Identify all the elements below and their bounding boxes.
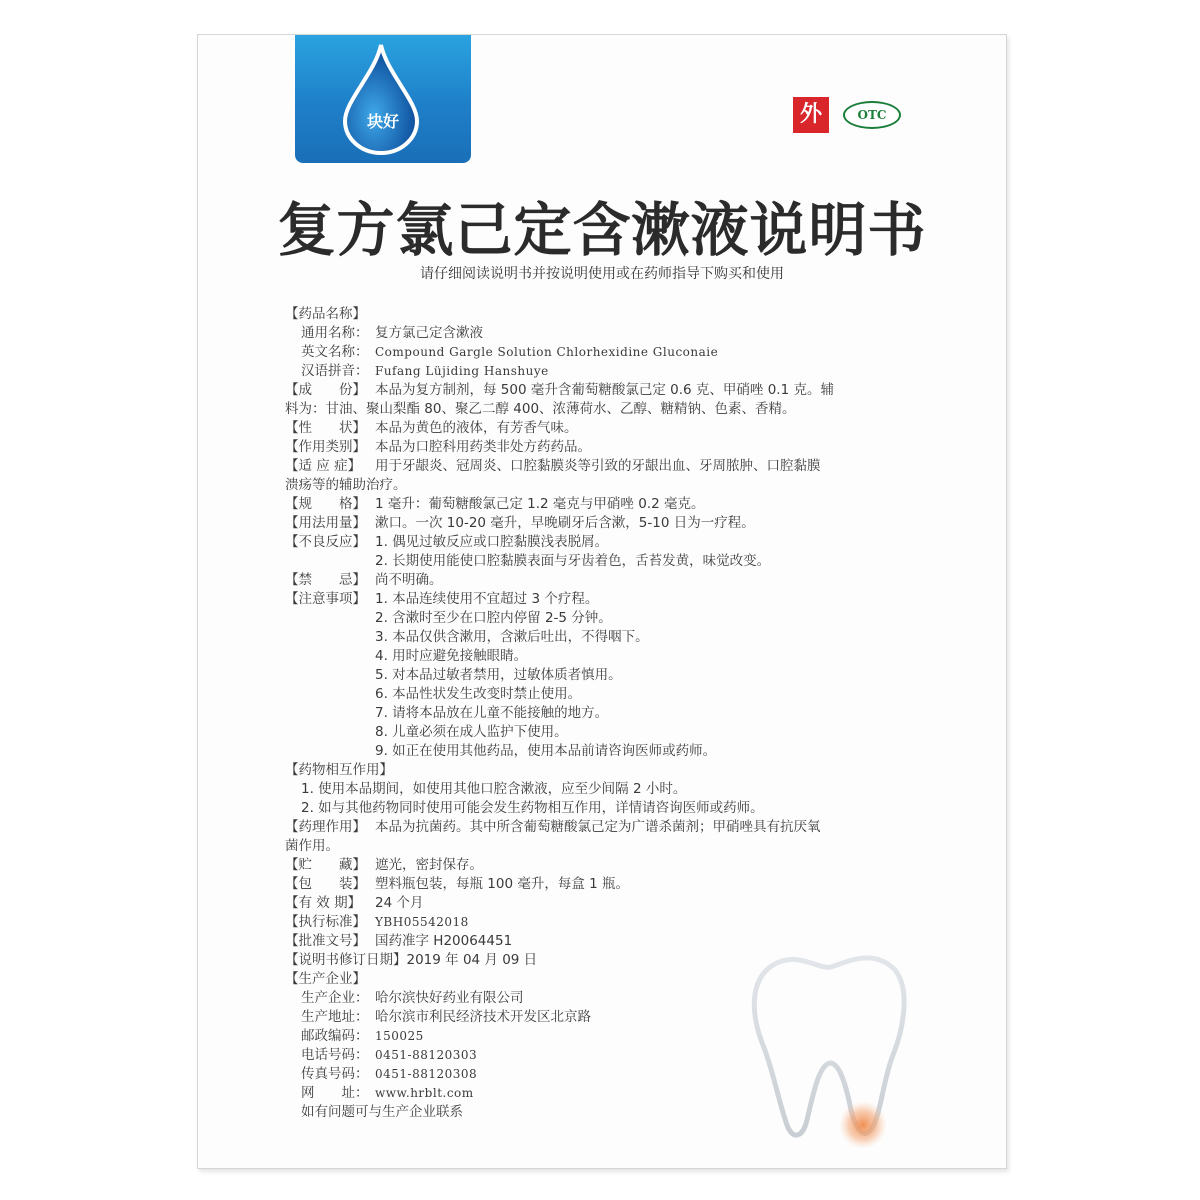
brand-name: 块好	[366, 112, 399, 131]
otc-badge: OTC	[843, 101, 901, 129]
manufacturer-header: 【生产企业】	[285, 971, 366, 987]
contraindication-row: 【禁 忌】 尚不明确。	[285, 572, 443, 588]
note-item: 6. 本品性状发生改变时禁止使用。	[375, 686, 582, 702]
storage-row: 【贮 藏】 遮光，密封保存。	[285, 857, 483, 873]
generic-name-row: 通用名称： 复方氯己定含漱液	[301, 325, 483, 341]
approval-row: 【批准文号】 国药准字 H20064451	[285, 933, 513, 949]
water-drop-icon	[341, 43, 421, 155]
interaction-header: 【药物相互作用】	[285, 762, 393, 778]
external-use-badge: 外	[793, 97, 829, 133]
website-row: 网 址： www.hrblt.com	[301, 1085, 474, 1101]
adverse-row: 【不良反应】 1. 偶见过敏反应或口腔黏膜浅表脱屑。	[285, 534, 609, 550]
spec-row: 【规 格】 1 毫升：葡萄糖酸氯己定 1.2 毫克与甲硝唑 0.2 毫克。	[285, 496, 705, 512]
standard-row: 【执行标准】 YBH05542018	[285, 914, 469, 930]
english-name-row: 英文名称： Compound Gargle Solution Chlorhexidine Gluconaie	[301, 344, 719, 360]
instruction-sheet	[197, 34, 1007, 1169]
fax-row: 传真号码： 0451-88120308	[301, 1066, 478, 1082]
tooth-icon	[743, 945, 913, 1155]
note-item: 4. 用时应避免接触眼睛。	[375, 648, 528, 664]
usage-row: 【用法用量】 漱口。一次 10-20 毫升，早晚刷牙后含漱，5-10 日为一疗程。	[285, 515, 755, 531]
category-row: 【作用类别】 本品为口腔科用药类非处方药药品。	[285, 439, 591, 455]
pharmacology-row: 【药理作用】 本品为抗菌药。其中所含葡萄糖酸氯己定为广谱杀菌剂；甲硝唑具有抗厌氧	[285, 819, 821, 835]
page-title: 复方氯己定含漱液说明书	[277, 196, 927, 264]
indication-continued: 溃疡等的辅助治疗。	[285, 477, 407, 493]
validity-row: 【有 效 期】 24 个月	[285, 895, 424, 911]
package-row: 【包 装】 塑料瓶包装，每瓶 100 毫升，每盒 1 瓶。	[285, 876, 630, 892]
note-item: 9. 如正在使用其他药品，使用本品前请咨询医师或药师。	[375, 743, 717, 759]
composition-continued: 料为：甘油、聚山梨酯 80、聚乙二醇 400、浓薄荷水、乙醇、糖精钠、色素、香精。	[285, 401, 796, 417]
brand-logo	[295, 35, 471, 163]
drug-name-header: 【药品名称】	[285, 306, 366, 322]
pinyin-row: 汉语拼音： Fufang Lüjiding Hanshuye	[301, 363, 549, 379]
note-item: 7. 请将本品放在儿童不能接触的地方。	[375, 705, 609, 721]
manufacturer-name-row: 生产企业： 哈尔滨快好药业有限公司	[301, 990, 524, 1006]
note-item: 2. 含漱时至少在口腔内停留 2-5 分钟。	[375, 610, 612, 626]
composition-row: 【成 份】 本品为复方制剂，每 500 毫升含葡萄糖酸氯己定 0.6 克、甲硝唑 0.1 克。辅	[285, 382, 834, 398]
phone-row: 电话号码： 0451-88120303	[301, 1047, 478, 1063]
contact-note: 如有问题可与生产企业联系	[301, 1104, 463, 1120]
notes-row: 【注意事项】 1. 本品连续使用不宜超过 3 个疗程。	[285, 591, 599, 607]
indication-row: 【适 应 症】 用于牙龈炎、冠周炎、口腔黏膜炎等引致的牙龈出血、牙周脓肿、口腔黏膜	[285, 458, 821, 474]
interaction-item: 1. 使用本品期间，如使用其他口腔含漱液，应至少间隔 2 小时。	[301, 781, 687, 797]
manufacturer-address-row: 生产地址： 哈尔滨市利民经济技术开发区北京路	[301, 1009, 591, 1025]
note-item: 8. 儿童必须在成人监护下使用。	[375, 724, 568, 740]
revision-date-row: 【说明书修订日期】 2019 年 04 月 09 日	[285, 952, 538, 968]
zip-row: 邮政编码： 150025	[301, 1028, 424, 1044]
interaction-item: 2. 如与其他药物同时使用可能会发生药物相互作用，详情请咨询医师或药师。	[301, 800, 764, 816]
pharmacology-continued: 菌作用。	[285, 838, 339, 854]
note-item: 5. 对本品过敏者禁用，过敏体质者慎用。	[375, 667, 622, 683]
page-subtitle: 请仔细阅读说明书并按说明使用或在药师指导下购买和使用	[420, 266, 784, 282]
note-item: 3. 本品仅供含漱用，含漱后吐出，不得咽下。	[375, 629, 649, 645]
adverse-item-2: 2. 长期使用能使口腔黏膜表面与牙齿着色，舌苔发黄，味觉改变。	[375, 553, 771, 569]
character-row: 【性 状】 本品为黄色的液体，有芳香气味。	[285, 420, 578, 436]
